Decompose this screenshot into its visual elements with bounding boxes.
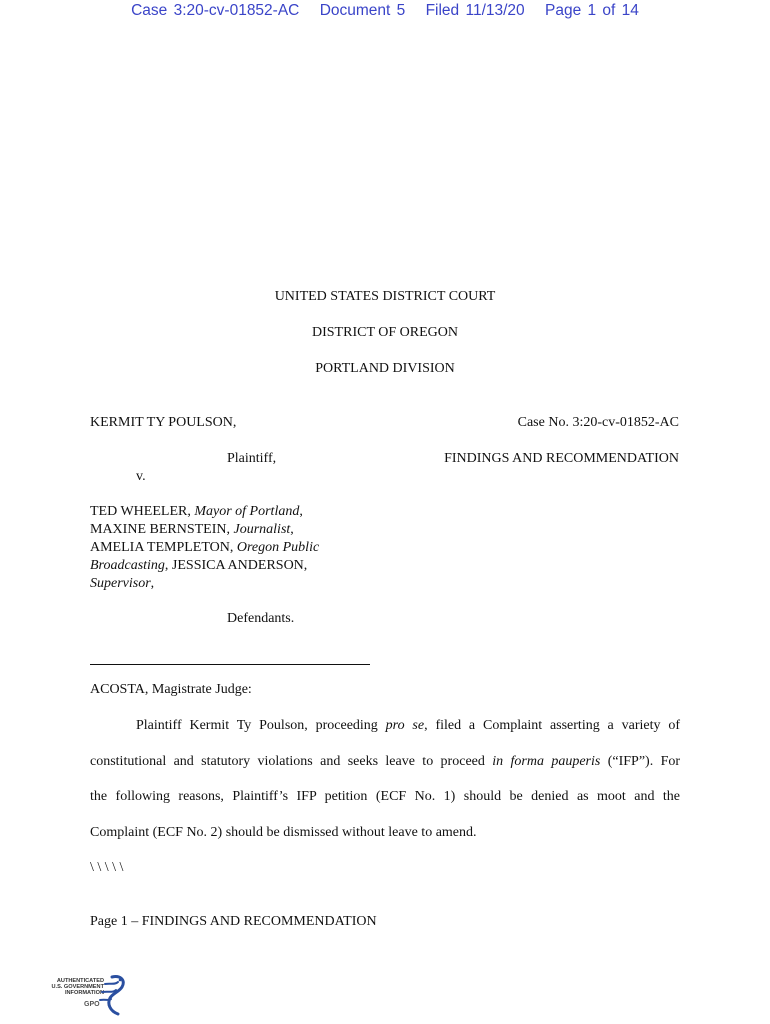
defendant-bernstein: MAXINE BERNSTEIN, [90, 522, 234, 537]
header-case-number: Case 3:20-cv-01852-AC [131, 2, 300, 19]
text-run: , filed a Complaint asserting a variety of [424, 718, 680, 733]
paragraph-line-4: Complaint (ECF No. 2) should be dismissed without leave to amend. [90, 825, 477, 840]
paragraph-line-1 [136, 718, 680, 734]
header-filed-date: Filed 11/13/20 [425, 2, 525, 19]
paragraph-line-2 [90, 754, 680, 770]
defendant-templeton: AMELIA TEMPLETON, [90, 540, 237, 555]
versus: v. [136, 469, 146, 484]
text-run: Plaintiff Kermit Ty Poulson, proceeding [136, 718, 386, 733]
text-run-italic: in forma pauperis [492, 754, 601, 769]
eagle-icon [98, 974, 128, 1018]
logo-gpo: GPO [84, 1001, 100, 1008]
defendant-wheeler-title: Mayor of Portland [194, 504, 300, 519]
court-name: UNITED STATES DISTRICT COURT [274, 289, 496, 304]
section-break-slashes: \ \ \ \ \ [90, 860, 124, 875]
defendant-line-4 [90, 558, 307, 574]
plaintiff-name: KERMIT TY POULSON, [90, 415, 237, 430]
defendant-line-5 [90, 576, 154, 592]
defendant-templeton-title-a: Oregon Public [236, 540, 320, 555]
defendant-line-3 [90, 540, 319, 556]
caption-divider [90, 664, 370, 665]
page-footer: Page 1 – FINDINGS AND RECOMMENDATION [90, 914, 377, 929]
separator: , [290, 522, 294, 537]
judge-heading: ACOSTA, Magistrate Judge: [90, 682, 252, 697]
header-page-count: Page 1 of 14 [544, 2, 639, 19]
document-title: FINDINGS AND RECOMMENDATION [444, 451, 679, 466]
defendant-anderson-title: Supervisor [90, 576, 151, 591]
text-run: constitutional and statutory violations and seeks leave to proceed [90, 754, 493, 769]
case-number: Case No. 3:20-cv-01852-AC [517, 415, 679, 430]
defendant-line-2 [90, 522, 294, 538]
logo-line: INFORMATION [64, 990, 104, 997]
defendant-wheeler: TED WHEELER, [90, 504, 195, 519]
ecf-header [0, 2, 770, 20]
defendant-templeton-title-b: Broadcasting [90, 558, 165, 573]
defendant-anderson: , JESSICA ANDERSON, [164, 558, 308, 573]
logo-line: AUTHENTICATED [56, 978, 104, 984]
gpo-authenticated-logo [44, 974, 128, 1018]
defendant-line-1 [90, 504, 303, 520]
header-document-number: Document 5 [319, 2, 406, 19]
separator: , [299, 504, 303, 519]
text-run: (“IFP”). For [600, 754, 681, 769]
court-district: DISTRICT OF OREGON [312, 325, 458, 340]
court-division: PORTLAND DIVISION [315, 361, 455, 376]
plaintiff-role: Plaintiff, [227, 451, 277, 466]
defendant-bernstein-title: Journalist [233, 522, 291, 537]
text-run-italic: pro se [385, 718, 425, 733]
defendants-role: Defendants. [227, 611, 295, 626]
separator: , [150, 576, 155, 591]
logo-line: U.S. GOVERNMENT [51, 984, 104, 991]
paragraph-line-3: the following reasons, Plaintiff’s IFP petition (ECF No. 1) should be denied as moot and the [90, 789, 680, 804]
logo-text [44, 978, 104, 997]
